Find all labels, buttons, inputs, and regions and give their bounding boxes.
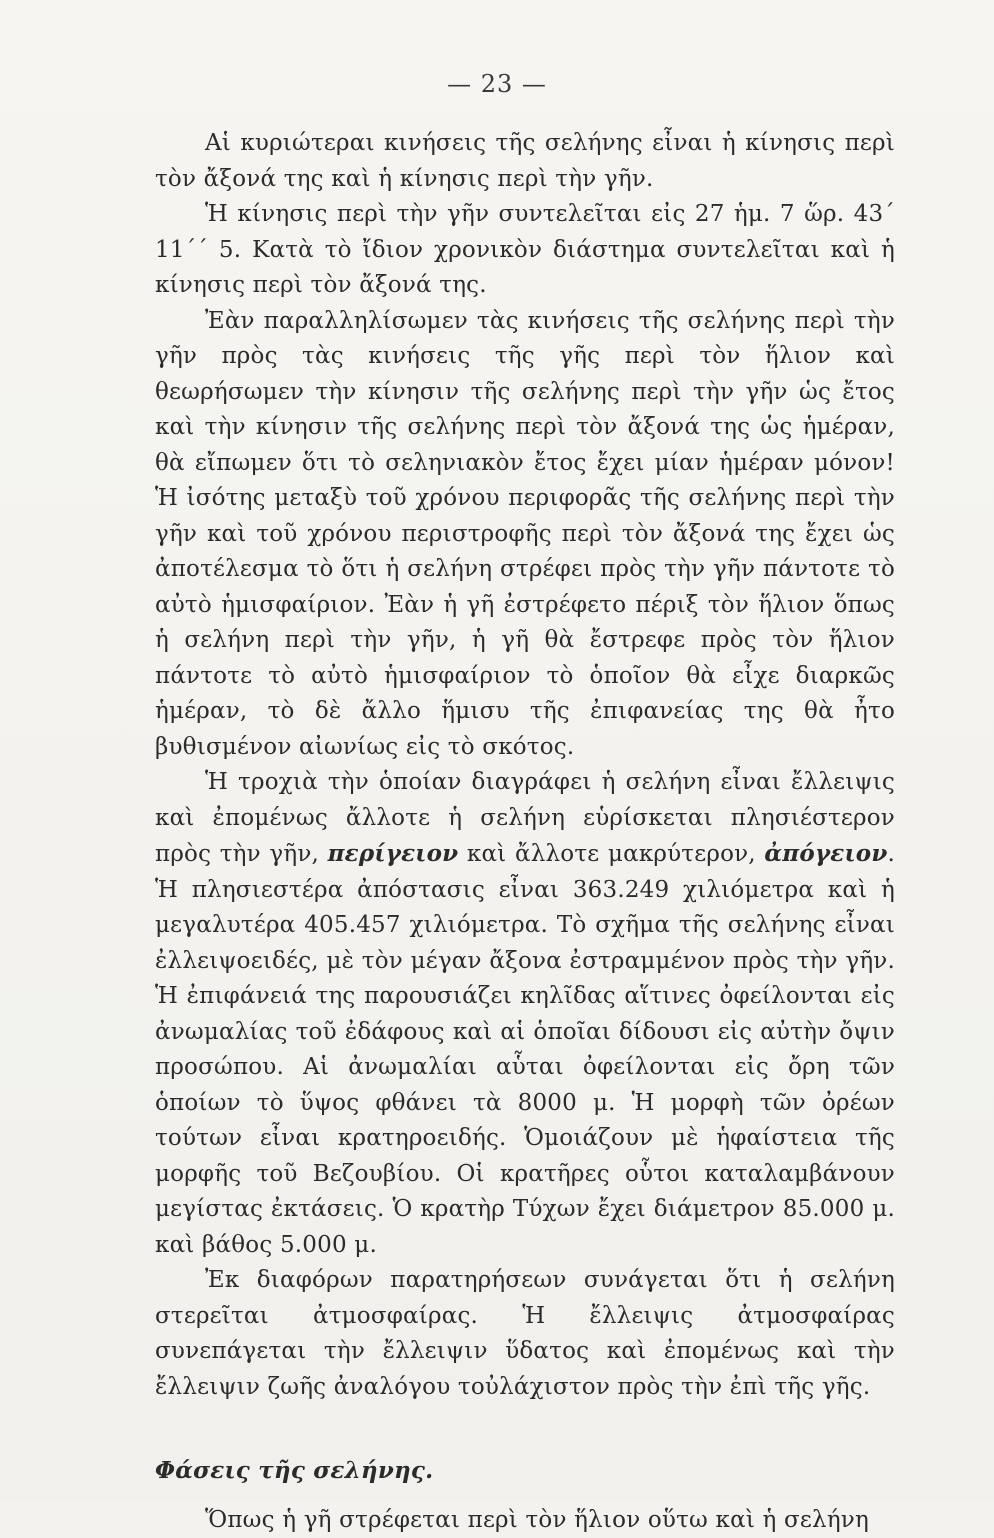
orbit-text-before: Ἡ τροχιὰ τὴν ὁποίαν διαγράφει ἡ σελήνη εἶναι ἔλλειψις καὶ ἐπομένως ἄλλοτε ἡ σελήνη εὑρίσκεται πλησιέστερον πρὸς τὴν γῆν, — [155, 769, 895, 867]
section-heading-moon-phases: Φάσεις τῆς σελήνης. — [155, 1453, 895, 1489]
paragraph-revolution-period: Ἡ κίνησις περὶ τὴν γῆν συντελεῖται εἰς 27 ἡμ. 7 ὥρ. 43΄ 11΄΄ 5. Κατὰ τὸ ἴδιον χρονικὸν διάστημα συντελεῖται καὶ ἡ κίνησις περὶ τὸν ἄξονά της. — [155, 197, 895, 304]
term-perigee: περίγειον — [328, 840, 459, 867]
paragraph-phases-intro: Ὅπως ἡ γῆ στρέφεται περὶ τὸν ἥλιον οὕτω καὶ ἡ σελήνη — [155, 1503, 895, 1538]
paragraph-moon-motions: Αἱ κυριώτεραι κινήσεις τῆς σελήνης εἶναι ἡ κίνησις περὶ τὸν ἄξονά της καὶ ἡ κίνησις περὶ τὴν γῆν. — [155, 126, 895, 197]
orbit-text-middle: καὶ ἄλλοτε μακρύτερον, — [458, 841, 764, 867]
page-number: — 23 — — [0, 70, 994, 98]
paragraph-orbit-and-surface — [155, 765, 895, 1263]
term-apogee: ἀπόγειον — [764, 840, 887, 867]
paragraph-synchronous-rotation: Ἐὰν παραλληλίσωμεν τὰς κινήσεις τῆς σελήνης περὶ τὴν γῆν πρὸς τὰς κινήσεις τῆς γῆς περὶ τὸν ἥλιον καὶ θεωρήσωμεν τὴν κίνησιν τῆς σελήνης περὶ τὴν γῆν ὡς ἔτος καὶ τὴν κίνησιν τῆς σελήνης περὶ τὸν ἄξονά της ὡς ἡμέραν, θὰ εἴπωμεν ὅτι τὸ σεληνιακὸν ἔτος ἔχει μίαν ἡμέραν μόνον! Ἡ ἰσότης μεταξὺ τοῦ χρόνου περιφορᾶς τῆς σελήνης περὶ τὴν γῆν καὶ τοῦ χρόνου περιστροφῆς περὶ τὸν ἄξονά της ἔχει ὡς ἀποτέλεσμα τὸ ὅτι ἡ σελήνη στρέφει πρὸς τὴν γῆν πάντοτε τὸ αὐτὸ ἡμισφαίριον. Ἐὰν ἡ γῆ ἐστρέφετο πέριξ τὸν ἥλιον ὅπως ἡ σελήνη περὶ τὴν γῆν, ἡ γῆ θὰ ἔστρεφε πρὸς τὸν ἥλιον πάντοτε τὸ αὐτὸ ἡμισφαίριον τὸ ὁποῖον θὰ εἶχε διαρκῶς ἡμέραν, τὸ δὲ ἄλλο ἥμισυ τῆς ἐπιφανείας της θὰ ἦτο βυθισμένον αἰωνίως εἰς τὸ σκότος. — [155, 304, 895, 766]
orbit-text-after: . Ἡ πλησιεστέρα ἀπόστασις εἶναι 363.249 χιλιόμετρα καὶ ἡ μεγαλυτέρα 405.457 χιλιόμετρα. Τὸ σχῆμα τῆς σελήνης εἶναι ἐλλειψοειδές, μὲ τὸν μέγαν ἄξονα ἐστραμμένον πρὸς τὴν γῆν. Ἡ ἐπιφάνειά της παρουσιάζει κηλῖδας αἵτινες ὀφείλονται εἰς ἀνωμαλίας τοῦ ἐδάφους καὶ αἱ ὁποῖαι δίδουσι εἰς αὐτὴν ὄψιν προσώπου. Αἱ ἀνωμαλίαι αὗται ὀφείλονται εἰς ὄρη τῶν ὁποίων τὸ ὕψος φθάνει τὰ 8000 μ. Ἡ μορφὴ τῶν ὀρέων τούτων εἶναι κρατηροειδής. Ὁμοιάζουν μὲ ἡφαίστεια τῆς μορφῆς τοῦ Βεζουβίου. Οἱ κρατῆρες οὗτοι καταλαμβάνουν μεγίστας ἐκτάσεις. Ὁ κρατὴρ Τύχων ἔχει διάμετρον 85.000 μ. καὶ βάθος 5.000 μ. — [155, 841, 895, 1258]
page-text-body — [155, 126, 895, 1538]
paragraph-no-atmosphere: Ἐκ διαφόρων παρατηρήσεων συνάγεται ὅτι ἡ σελήνη στερεῖται ἀτμοσφαίρας. Ἡ ἔλλειψις ἀτμοσφαίρας συνεπάγεται τὴν ἔλλειψιν ὕδατος καὶ ἐπομένως καὶ τὴν ἔλλειψιν ζωῆς ἀναλόγου τοὐλάχιστον πρὸς τὴν ἐπὶ τῆς γῆς. — [155, 1263, 895, 1405]
